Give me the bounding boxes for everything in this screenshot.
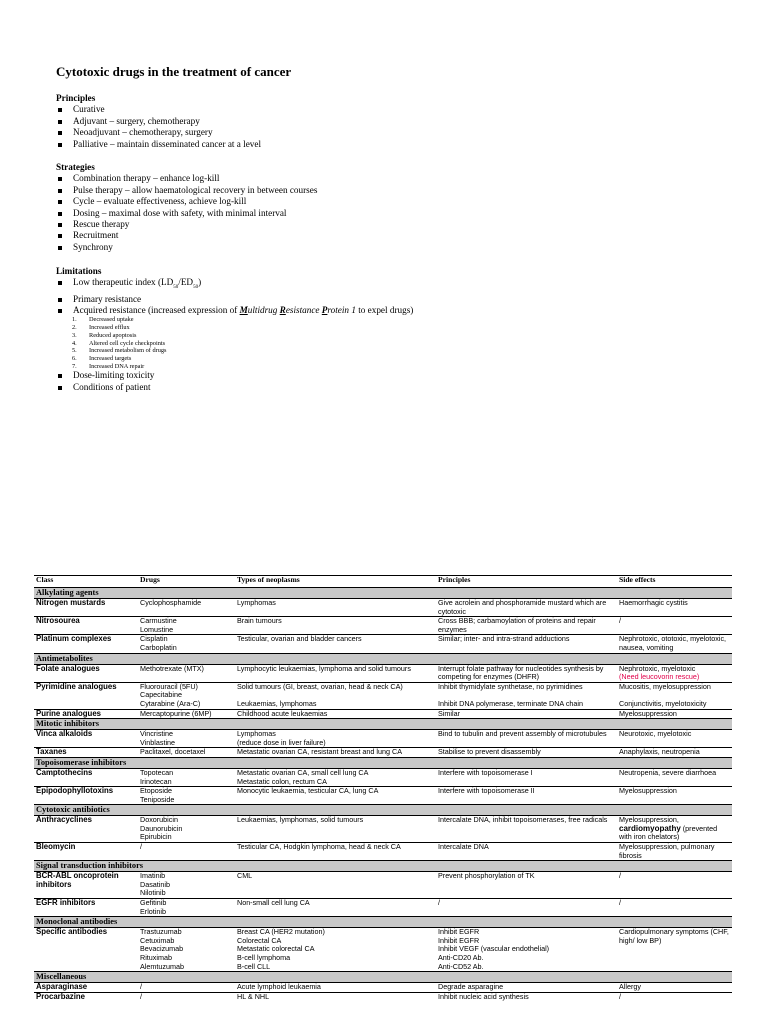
list-item: Primary resistance (56, 294, 413, 305)
table-row: Specific antibodies Trastuzumab Cetuximab Bevacizumab Rituximab Alemtuzumab Breast CA (HER2 mutation) Colorectal CA Metastatic colorectal CA B-cell lymphoma B-cell CLL Inhibit EGFR Inhibit EGFR Inhibit VEGF (vascular endothelial) Anti-CD20 Ab. Anti-CD52 Ab. Cardiopulmonary symptoms (CHF, high/ low BP) (34, 928, 732, 972)
list-item: Palliative – maintain disseminated cancer at a level (56, 139, 261, 150)
list-item: Combination therapy – enhance log-kill (56, 173, 317, 184)
list-item: Acquired resistance (increased expression of Multidrug Resistance Protein 1 to expel drugs) 1. Decreased uptake 2. Increased efflux 3. Reduced apoptosis 4. Altered cell cycle checkpoints 5. Increased metabolism of drugs 6. Increased targets 7. Increased DNA repair (56, 305, 413, 370)
table-header-row (34, 576, 732, 588)
list-item: Curative (56, 104, 261, 115)
list-item: Cycle – evaluate effectiveness, achieve log-kill (56, 196, 317, 207)
table-row: Epipodophyllotoxins Etoposide Teniposide Monocytic leukaemia, testicular CA, lung CA Interfere with topoisomerase II Myelosuppression (34, 787, 732, 805)
list-item: Pulse therapy – allow haematological recovery in between courses (56, 185, 317, 196)
group-row: Monoclonal antibodies (34, 917, 732, 928)
table-row: Vinca alkaloids Vincristine Vinblastine Lymphomas (reduce dose in liver failure) Bind to tubulin and prevent assembly of microtubules Neurotoxic, myelotoxic (34, 730, 732, 748)
list-item: Dosing – maximal dose with safety, with minimal interval (56, 208, 317, 219)
sublist-item: 1. Decreased uptake (72, 316, 134, 324)
strategies-heading: Strategies (56, 162, 95, 172)
sublist-item: 3. Reduced apoptosis (72, 331, 137, 339)
table-row: Nitrosourea Carmustine Lomustine Brain tumours Cross BBB; carbamoylation of proteins and repair enzymes / (34, 617, 732, 635)
group-row: Topoisomerase inhibitors (34, 757, 732, 768)
group-row: Alkylating agents (34, 588, 732, 599)
group-row: Miscellaneous (34, 972, 732, 983)
column-header: Principles (436, 576, 617, 588)
page-title: Cytotoxic drugs in the treatment of cancer (56, 64, 292, 79)
table-row: Bleomycin / Testicular CA, Hodgkin lymphoma, head & neck CA Intercalate DNA Myelosuppression, pulmonary fibrosis (34, 843, 732, 861)
group-row: Mitotic inhibitors (34, 719, 732, 730)
table-row: Taxanes Paclitaxel, docetaxel Metastatic ovarian CA, resistant breast and lung CA Stabilise to prevent disassembly Anaphylaxis, neutropenia (34, 748, 732, 758)
strategies-section (56, 162, 317, 253)
list-item: Dose-limiting toxicity (56, 370, 413, 381)
table-row: Procarbazine / HL & NHL Inhibit nucleic acid synthesis / (34, 992, 732, 1001)
list-item: Recruitment (56, 230, 317, 241)
list-item: Synchrony (56, 242, 317, 253)
leucovorin-warning: (Need leucovorin rescue) (619, 672, 700, 682)
table-row: Purine analogues Mercaptopurine (6MP) Childhood acute leukaemias Similar Myelosuppression (34, 709, 732, 719)
list-item: Conditions of patient (56, 382, 413, 393)
table-row: Folate analogues Methotrexate (MTX) Lymphocytic leukaemias, lymphoma and solid tumours Interrupt folate pathway for nucleotides synthesis by competing for enzymes (DHFR) Nephrotoxic, myelotoxic (Need leucovorin rescue) (34, 664, 732, 682)
column-header: Types of neoplasms (235, 576, 436, 588)
resistance-sublist (56, 316, 413, 370)
table-row: Asparaginase / Acute lymphoid leukaemia Degrade asparagine Allergy (34, 983, 732, 993)
table-row: Pyrimidine analogues Fluorouracil (5FU) Capecitabine Cytarabine (Ara-C) Solid tumours (GI, breast, ovarian, head & neck CA) Leukaemias, lymphomas Inhibit thymidylate synthetase, no pyrimidines Inhibit DNA polymerase, terminate DNA chain Mucositis, myelosuppression Conjunctivitis, myelotoxicity (34, 682, 732, 709)
limitations-section (56, 266, 413, 393)
group-row: Antimetabolites (34, 653, 732, 664)
table-row: Nitrogen mustards Cyclophosphamide Lymphomas Give acrolein and phosphoramide mustard which are cytotoxic Haemorrhagic cystitis (34, 599, 732, 617)
list-item: Adjuvant – surgery, chemotherapy (56, 116, 261, 127)
table-row: BCR-ABL oncoprotein inhibitors Imatinib Dasatinib Nilotinib CML Prevent phosphorylation of TK / (34, 872, 732, 899)
principles-section (56, 93, 261, 150)
table-row: EGFR inhibitors Gefitinib Erlotinib Non-small cell lung CA / / (34, 899, 732, 917)
sublist-item: 4. Altered cell cycle checkpoints (72, 339, 166, 347)
group-row: Signal transduction inhibitors (34, 861, 732, 872)
limitations-heading: Limitations (56, 266, 102, 276)
table-row: Camptothecins Topotecan Irinotecan Metastatic ovarian CA, small cell lung CA Metastatic colon, rectum CA Interfere with topoisomerase I Neutropenia, severe diarrhoea (34, 768, 732, 786)
column-header: Class (34, 576, 138, 588)
sublist-item: 5. Increased metabolism of drugs (72, 347, 167, 355)
list-item: Neoadjuvant – chemotherapy, surgery (56, 127, 261, 138)
column-header: Side effects (617, 576, 732, 588)
drug-table (34, 575, 732, 1001)
column-header: Drugs (138, 576, 235, 588)
sublist-item: 7. Increased DNA repair (72, 362, 145, 370)
principles-heading: Principles (56, 93, 96, 103)
table-row: Platinum complexes Cisplatin Carboplatin Testicular, ovarian and bladder cancers Similar; inter- and intra-strand adductions Nephrotoxic, ototoxic, myelotoxic, nausea, vomiting (34, 635, 732, 653)
list-item: Low therapeutic index $(LD_{50}/ED_{50})$ (56, 277, 413, 293)
group-row: Cytotoxic antibiotics (34, 805, 732, 816)
sublist-item: 2. Increased efflux (72, 324, 130, 332)
list-item: Rescue therapy (56, 219, 317, 230)
sublist-item: 6. Increased targets (72, 354, 132, 362)
table-row: Anthracyclines Doxorubicin Daunorubicin Epirubicin Leukaemias, lymphomas, solid tumours Intercalate DNA, inhibit topoisomerases, free radicals Myelosuppression, cardiomyopathy (prevented with iron chelators) (34, 816, 732, 843)
